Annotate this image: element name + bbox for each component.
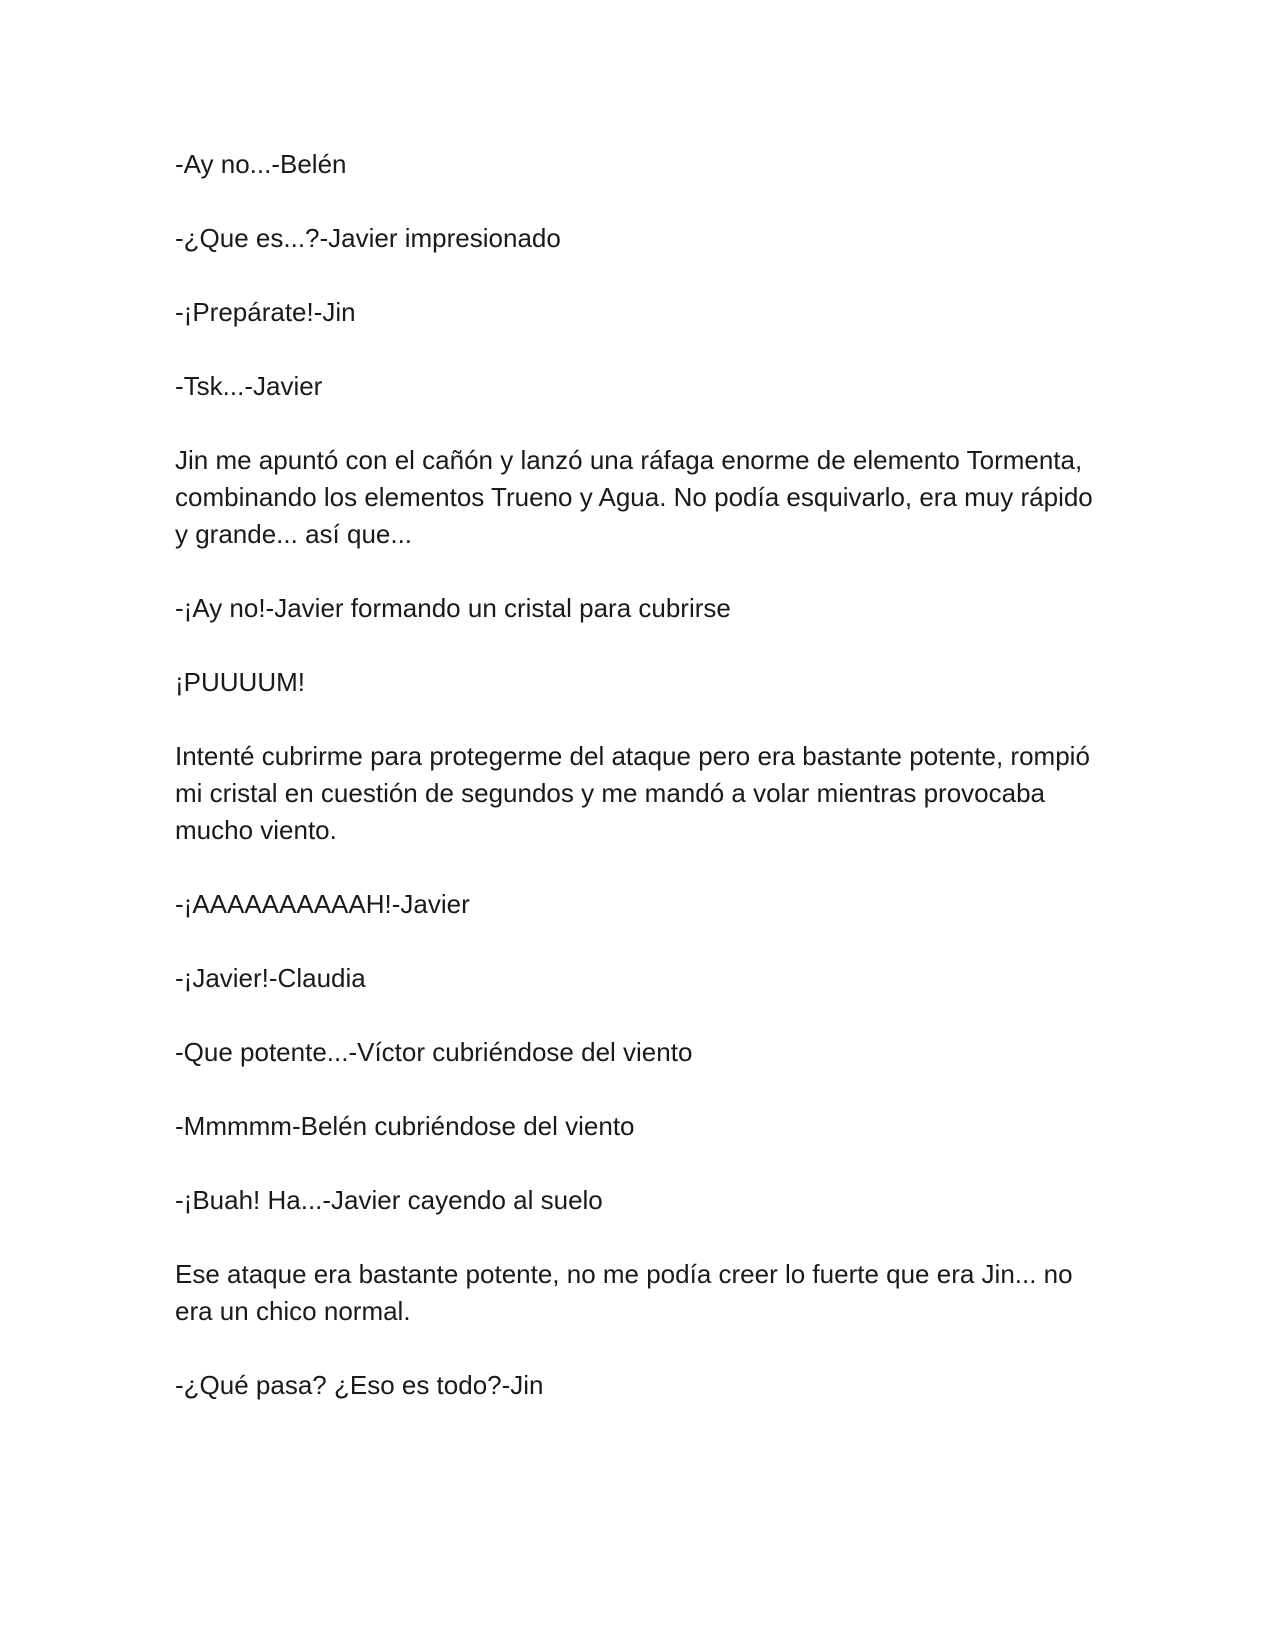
dialogue-line: -¿Que es...?-Javier impresionado: [175, 223, 561, 253]
dialogue-line: -¿Qué pasa? ¿Eso es todo?-Jin: [175, 1370, 544, 1400]
dialogue-line: -¡AAAAAAAAAAH!-Javier: [175, 889, 470, 919]
dialogue-line: -¡Prepárate!-Jin: [175, 297, 356, 327]
dialogue-line: -¡Buah! Ha...-Javier cayendo al suelo: [175, 1185, 603, 1215]
narration-paragraph: Intenté cubrirme para protegerme del ataque pero era bastante potente, rompió mi cristal en cuestión de segundos y me mandó a volar mientras provocaba mucho viento.: [175, 741, 1090, 845]
dialogue-line: -Que potente...-Víctor cubriéndose del viento: [175, 1037, 693, 1067]
dialogue-line: -Tsk...-Javier: [175, 371, 323, 401]
dialogue-line: -Mmmmm-Belén cubriéndose del viento: [175, 1111, 635, 1141]
dialogue-line: -Ay no...-Belén: [175, 149, 347, 179]
document-body: [175, 146, 1095, 1441]
narration-paragraph: Jin me apuntó con el cañón y lanzó una ráfaga enorme de elemento Tormenta, combinando los elementos Trueno y Agua. No podía esquivarlo, era muy rápido y grande... así que...: [175, 445, 1093, 549]
narration-paragraph: Ese ataque era bastante potente, no me podía creer lo fuerte que era Jin... no era un chico normal.: [175, 1259, 1073, 1326]
dialogue-line: -¡Javier!-Claudia: [175, 963, 366, 993]
sound-effect: ¡PUUUUM!: [175, 667, 305, 697]
dialogue-line: -¡Ay no!-Javier formando un cristal para cubrirse: [175, 593, 731, 623]
